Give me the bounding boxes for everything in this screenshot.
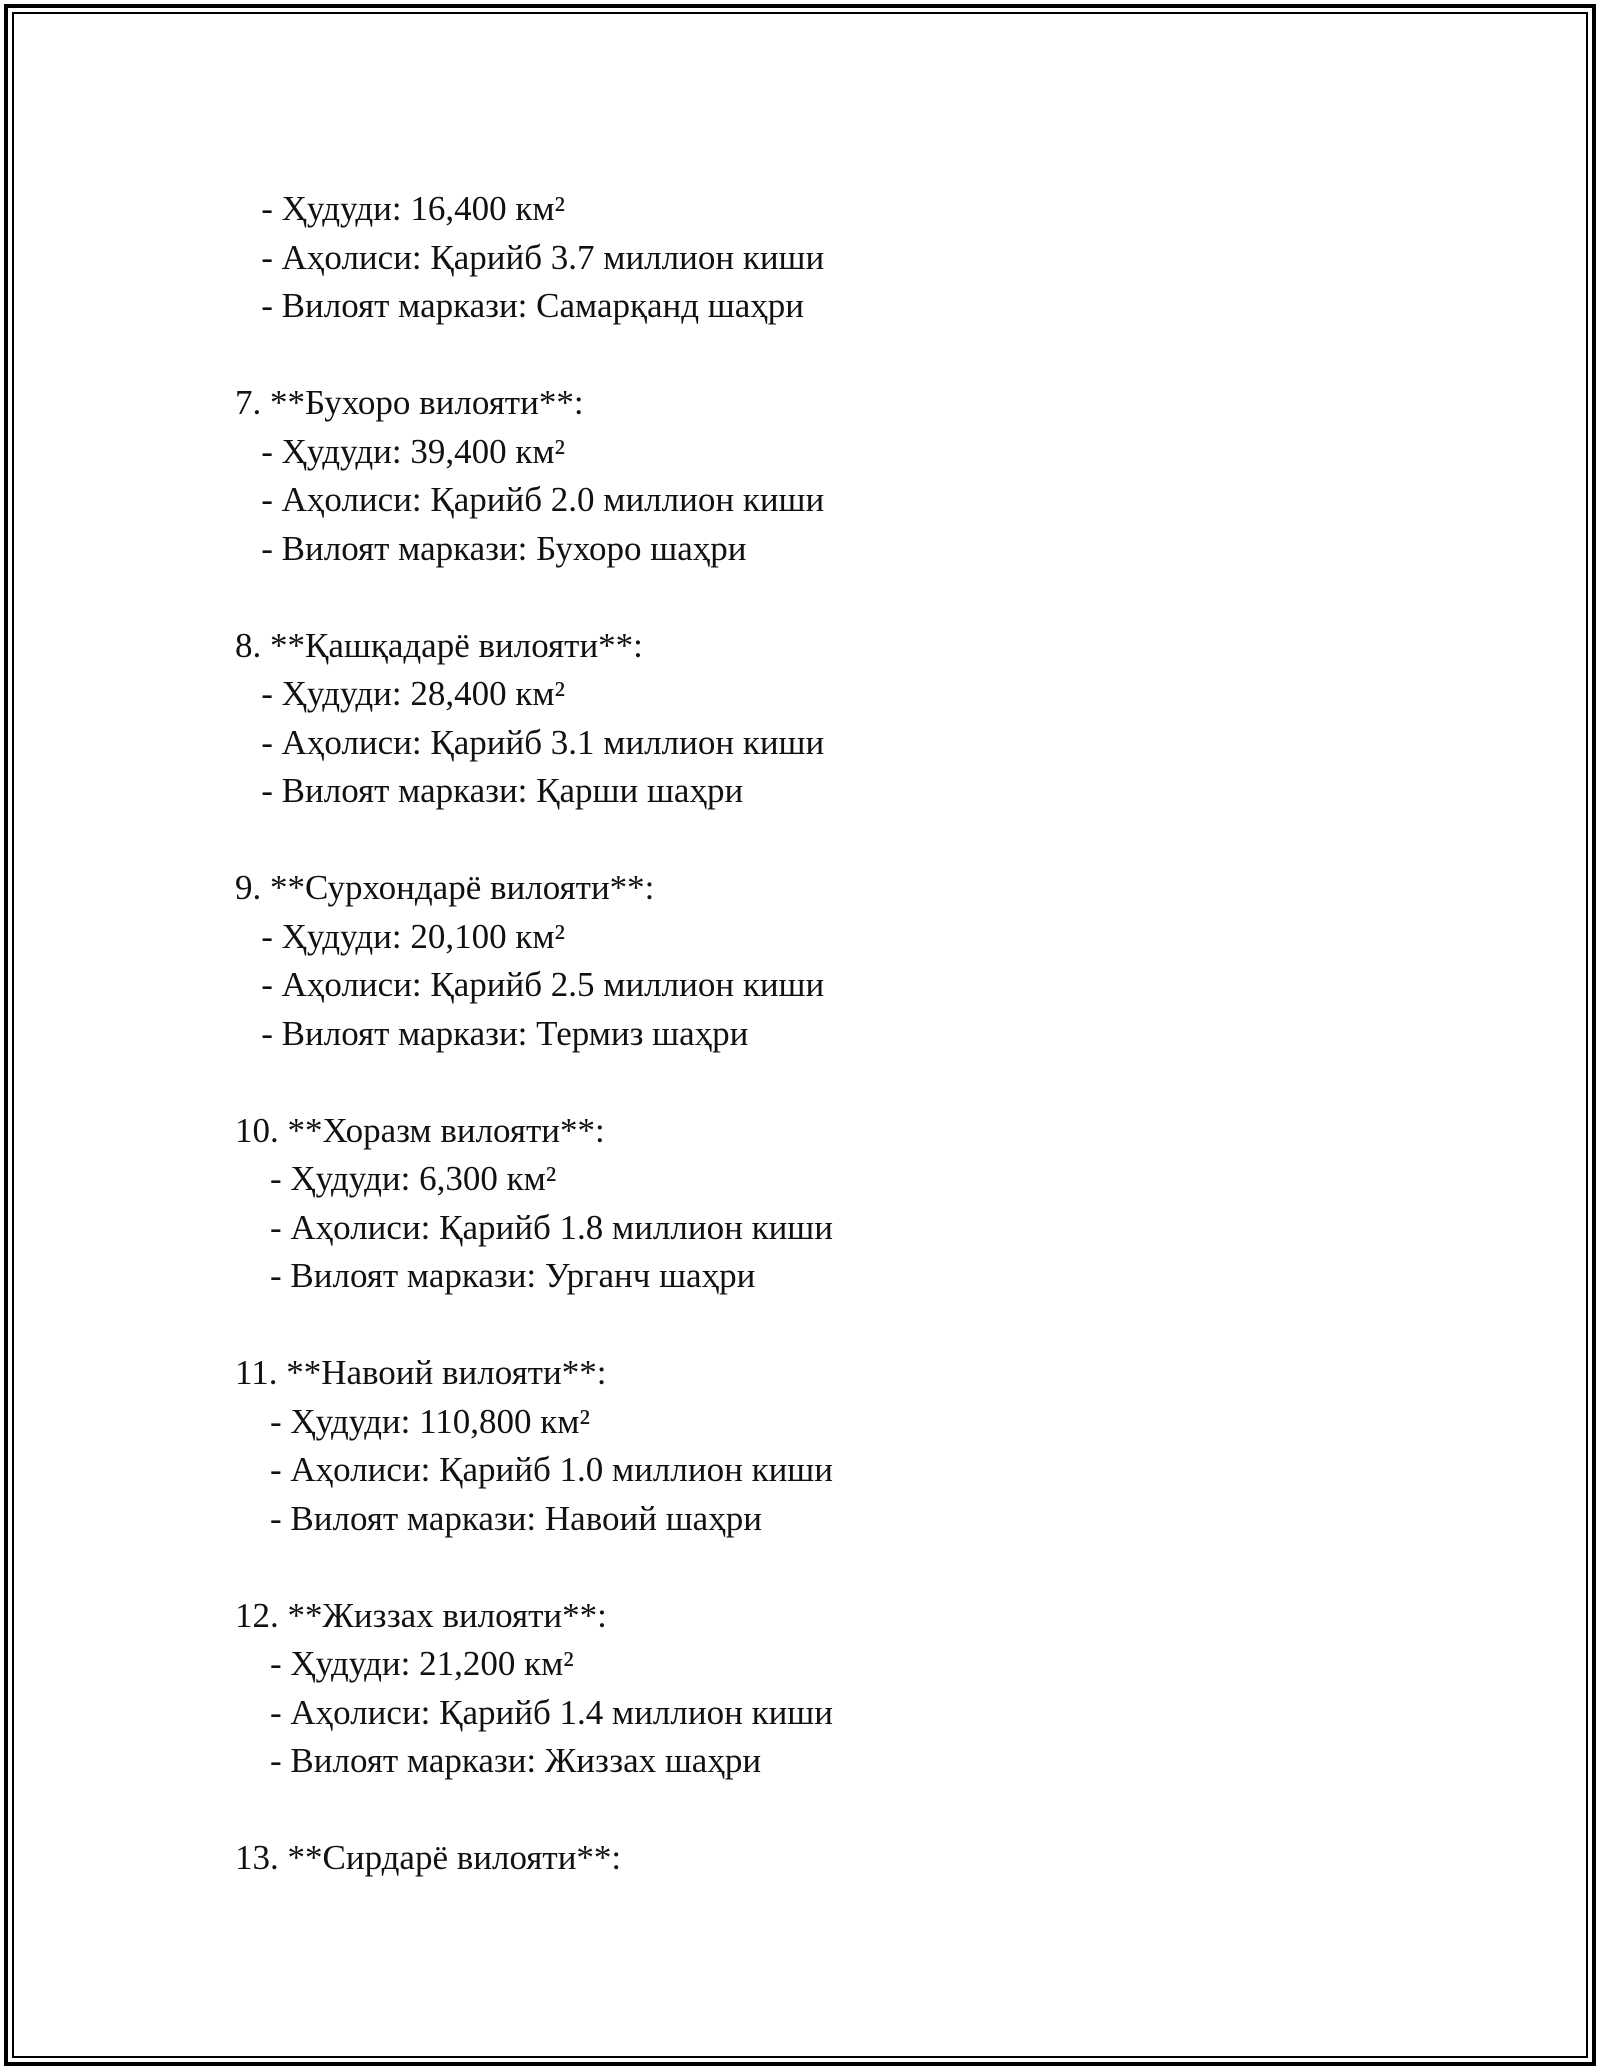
region-heading: 13. **Сирдарё вилояти**: — [235, 1838, 622, 1877]
region-detail: - Ҳудуди: 28,400 км² — [235, 674, 565, 713]
region-heading: 10. **Хоразм вилояти**: — [235, 1110, 605, 1150]
region-detail: - Вилоят маркази: Термиз шаҳри — [235, 1013, 749, 1053]
document-body — [235, 185, 1435, 1883]
intro-line: - Аҳолиси: Қарийб 3.7 миллион киши — [235, 237, 825, 277]
region-detail: - Ҳудуди: 39,400 км² — [235, 431, 565, 471]
region-detail: - Ҳудуди: 20,100 км² — [235, 916, 565, 956]
region-detail: - Ҳудуди: 110,800 км² — [235, 1401, 590, 1441]
region-detail: - Аҳолиси: Қарийб 3.1 миллион киши — [235, 722, 825, 762]
region-heading: 8. **Қашқадарё вилояти**: — [235, 625, 643, 665]
region-detail: - Вилоят маркази: Урганч шаҳри — [235, 1256, 756, 1295]
spacer — [235, 573, 1435, 622]
intro-line: - Ҳудуди: 16,400 км² — [235, 189, 565, 228]
region-detail: - Аҳолиси: Қарийб 1.8 миллион киши — [235, 1207, 833, 1247]
spacer — [235, 331, 1435, 380]
spacer — [235, 1786, 1435, 1835]
region-detail: - Ҳудуди: 21,200 км² — [235, 1644, 574, 1683]
spacer — [235, 1301, 1435, 1350]
spacer — [235, 1543, 1435, 1592]
region-detail: - Аҳолиси: Қарийб 2.5 миллион киши — [235, 965, 825, 1004]
spacer — [235, 816, 1435, 865]
spacer — [235, 1058, 1435, 1107]
region-detail: - Вилоят маркази: Навоий шаҳри — [235, 1498, 762, 1538]
region-detail: - Ҳудуди: 6,300 км² — [235, 1159, 557, 1198]
region-heading: 12. **Жиззах вилояти**: — [235, 1595, 607, 1635]
region-heading: 7. **Бухоро вилояти**: — [235, 383, 584, 422]
region-detail: - Аҳолиси: Қарийб 1.4 миллион киши — [235, 1692, 833, 1732]
region-detail: - Вилоят маркази: Қарши шаҳри — [235, 771, 744, 810]
region-detail: - Аҳолиси: Қарийб 2.0 миллион киши — [235, 480, 825, 519]
region-detail: - Вилоят маркази: Жиззах шаҳри — [235, 1741, 762, 1780]
region-detail: - Вилоят маркази: Бухоро шаҳри — [235, 528, 747, 568]
intro-line: - Вилоят маркази: Самарқанд шаҳри — [235, 286, 805, 325]
region-detail: - Аҳолиси: Қарийб 1.0 миллион киши — [235, 1450, 833, 1489]
region-heading: 11. **Навоий вилояти**: — [235, 1353, 607, 1392]
region-heading: 9. **Сурхондарё вилояти**: — [235, 868, 655, 907]
